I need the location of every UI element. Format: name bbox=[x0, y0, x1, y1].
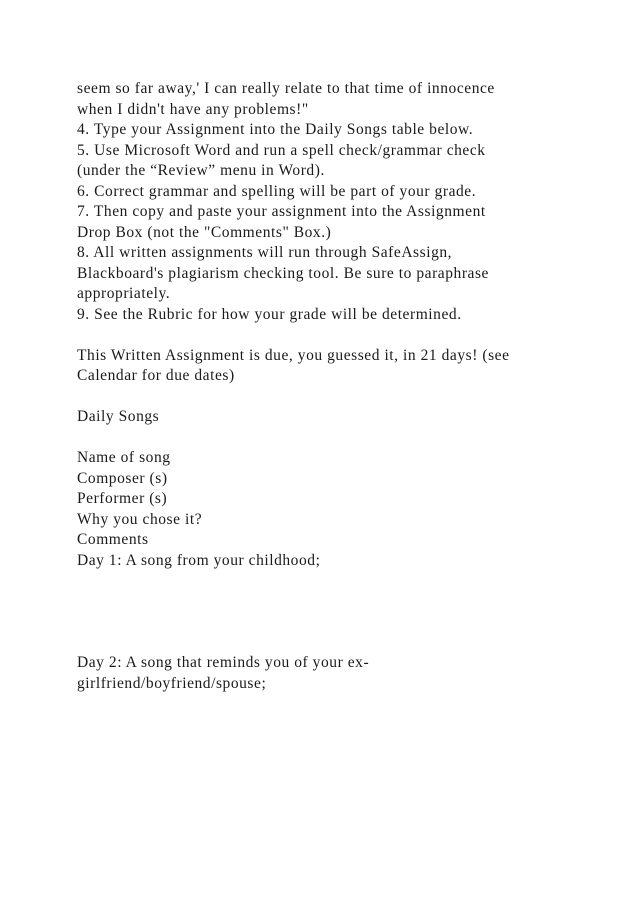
table-header-name: Name of song bbox=[77, 449, 171, 466]
table-header-why: Why you chose it? bbox=[77, 510, 203, 528]
blank-line bbox=[77, 387, 597, 408]
day-2-row-continued: girlfriend/boyfriend/spouse; bbox=[77, 674, 267, 692]
day-1-row: Day 1: A song from your childhood; bbox=[77, 551, 321, 569]
empty-table-space bbox=[77, 571, 597, 653]
table-title: Daily Songs bbox=[77, 408, 160, 425]
step-line: appropriately. bbox=[77, 285, 171, 302]
day-2-row: Day 2: A song that reminds you of your ex- bbox=[77, 654, 370, 671]
step-line: Drop Box (not the "Comments" Box.) bbox=[77, 223, 332, 241]
table-header-composer: Composer (s) bbox=[77, 469, 168, 487]
blank-line bbox=[77, 325, 597, 346]
due-date-line: Calendar for due dates) bbox=[77, 367, 235, 384]
intro-line: when I didn't have any problems!" bbox=[77, 100, 309, 118]
step-line: 4. Type your Assignment into the Daily Songs table below. bbox=[77, 121, 474, 138]
step-line: 5. Use Microsoft Word and run a spell check/grammar check bbox=[77, 141, 486, 159]
table-header-performer: Performer (s) bbox=[77, 490, 168, 507]
due-date-line: This Written Assignment is due, you guessed it, in 21 days! (see bbox=[77, 346, 510, 364]
blank-line bbox=[77, 428, 597, 449]
step-line: 8. All written assignments will run through SafeAssign, bbox=[77, 244, 453, 261]
table-header-comments: Comments bbox=[77, 531, 149, 548]
step-line: (under the “Review” menu in Word). bbox=[77, 162, 325, 179]
step-line: Blackboard's plagiarism checking tool. Be sure to paraphrase bbox=[77, 264, 489, 282]
step-line: 6. Correct grammar and spelling will be part of your grade. bbox=[77, 182, 477, 200]
intro-line: seem so far away,' I can really relate to that time of innocence bbox=[77, 80, 495, 97]
step-line: 9. See the Rubric for how your grade will be determined. bbox=[77, 305, 462, 323]
document-text bbox=[77, 79, 597, 694]
step-line: 7. Then copy and paste your assignment into the Assignment bbox=[77, 203, 486, 220]
